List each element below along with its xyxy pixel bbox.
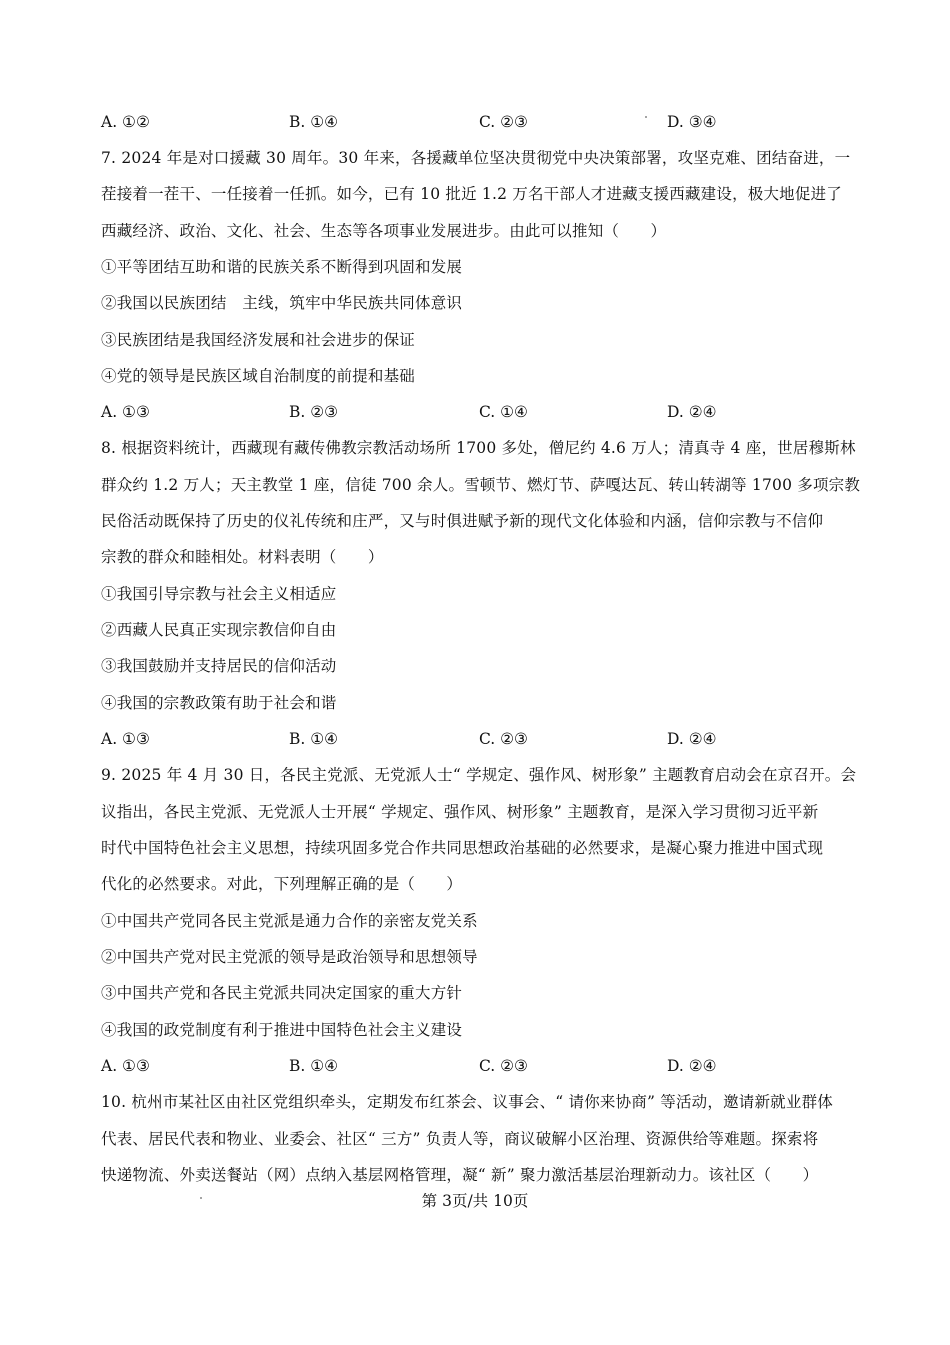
q7-stem-line-1: 7. 2024 年是对口援藏 30 周年。30 年来，各援藏单位坚决贯彻党中央决策部署，攻坚克难、团结奋进，一	[101, 149, 851, 167]
q9-stem-line-1: 9. 2025 年 4 月 30 日，各民主党派、无党派人士“ 学规定、强作风、树形象” 主题教育启动会在京召开。会	[101, 766, 857, 784]
q8-item-3: ③我国鼓励并支持居民的信仰活动	[101, 657, 337, 675]
q8-stem-line-2: 群众约 1.2 万人；天主教堂 1 座，信徒 700 余人。雪顿节、燃灯节、萨嘎达瓦、转山转湖等 1700 多项宗教	[101, 476, 861, 494]
q7-item-4: ④党的领导是民族区域自治制度的前提和基础	[101, 367, 416, 385]
q10-stem-line-3: 快递物流、外卖送餐站（网）点纳入基层网格管理，凝“ 新” 聚力激活基层治理新动力。该社区（ ）	[101, 1166, 819, 1184]
q6-option-b[interactable]: B. ①④	[289, 113, 339, 131]
q9-option-a[interactable]: A. ①③	[101, 1057, 150, 1075]
q9-item-3: ③中国共产党和各民主党派共同决定国家的重大方针	[101, 984, 463, 1002]
q8-stem-line-3: 民俗活动既保持了历史的仪礼传统和庄严，又与时俱进赋予新的现代文化体验和内涵，信仰宗教与不信仰	[101, 512, 824, 530]
q7-option-d[interactable]: D. ②④	[667, 403, 717, 421]
scan-speck	[645, 116, 647, 118]
q7-option-c[interactable]: C. ①④	[479, 403, 528, 421]
q7-item-1: ①平等团结互助和谐的民族关系不断得到巩固和发展	[101, 258, 463, 276]
q9-stem-line-3: 时代中国特色社会主义思想，持续巩固多党合作共同思想政治基础的必然要求，是凝心聚力推进中国式现	[101, 839, 824, 857]
q8-item-4: ④我国的宗教政策有助于社会和谐	[101, 694, 337, 712]
q7-item-2: ②我国以民族团结 主线，筑牢中华民族共同体意识	[101, 294, 463, 312]
q8-option-d[interactable]: D. ②④	[667, 730, 717, 748]
q8-stem-line-1: 8. 根据资料统计，西藏现有藏传佛教宗教活动场所 1700 多处，僧尼约 4.6 万人；清真寺 4 座，世居穆斯林	[101, 439, 856, 457]
q6-option-d[interactable]: D. ③④	[667, 113, 717, 131]
q7-stem-line-2: 茬接着一茬干、一任接着一任抓。如今，已有 10 批近 1.2 万名干部人才进藏支援西藏建设，极大地促进了	[101, 185, 842, 203]
q7-options	[101, 402, 801, 422]
q6-option-a[interactable]: A. ①②	[101, 113, 150, 131]
q9-stem-line-2: 议指出，各民主党派、无党派人士开展“ 学规定、强作风、树形象” 主题教育，是深入学习贯彻习近平新	[101, 803, 819, 821]
q8-stem-line-4: 宗教的群众和睦相处。材料表明（ ）	[101, 548, 384, 566]
q9-option-d[interactable]: D. ②④	[667, 1057, 717, 1075]
q9-options	[101, 1056, 801, 1076]
q9-stem-line-4: 代化的必然要求。对此，下列理解正确的是（ ）	[101, 875, 463, 893]
q10-stem-line-2: 代表、居民代表和物业、业委会、社区“ 三方” 负责人等，商议破解小区治理、资源供给等难题。探索将	[101, 1130, 819, 1148]
q6-options	[101, 112, 801, 132]
q8-item-2: ②西藏人民真正实现宗教信仰自由	[101, 621, 337, 639]
q7-stem-line-3: 西藏经济、政治、文化、社会、生态等各项事业发展进步。由此可以推知（ ）	[101, 222, 667, 240]
q10-stem-line-1: 10. 杭州市某社区由社区党组织牵头，定期发布红茶会、议事会、“ 请你来协商” 等活动，邀请新就业群体	[101, 1093, 833, 1111]
q7-item-3: ③民族团结是我国经济发展和社会进步的保证	[101, 331, 416, 349]
q7-option-a[interactable]: A. ①③	[101, 403, 150, 421]
page-footer: 第 3页/共 10页	[421, 1192, 529, 1210]
q8-item-1: ①我国引导宗教与社会主义相适应	[101, 585, 337, 603]
q9-option-c[interactable]: C. ②③	[479, 1057, 528, 1075]
q8-option-c[interactable]: C. ②③	[479, 730, 528, 748]
q9-option-b[interactable]: B. ①④	[289, 1057, 339, 1075]
q9-item-1: ①中国共产党同各民主党派是通力合作的亲密友党关系	[101, 912, 478, 930]
q8-options	[101, 729, 801, 749]
q8-option-a[interactable]: A. ①③	[101, 730, 150, 748]
q9-item-4: ④我国的政党制度有利于推进中国特色社会主义建设	[101, 1021, 463, 1039]
q9-item-2: ②中国共产党对民主党派的领导是政治领导和思想领导	[101, 948, 478, 966]
q8-option-b[interactable]: B. ①④	[289, 730, 339, 748]
q7-option-b[interactable]: B. ②③	[289, 403, 339, 421]
q6-option-c[interactable]: C. ②③	[479, 113, 528, 131]
